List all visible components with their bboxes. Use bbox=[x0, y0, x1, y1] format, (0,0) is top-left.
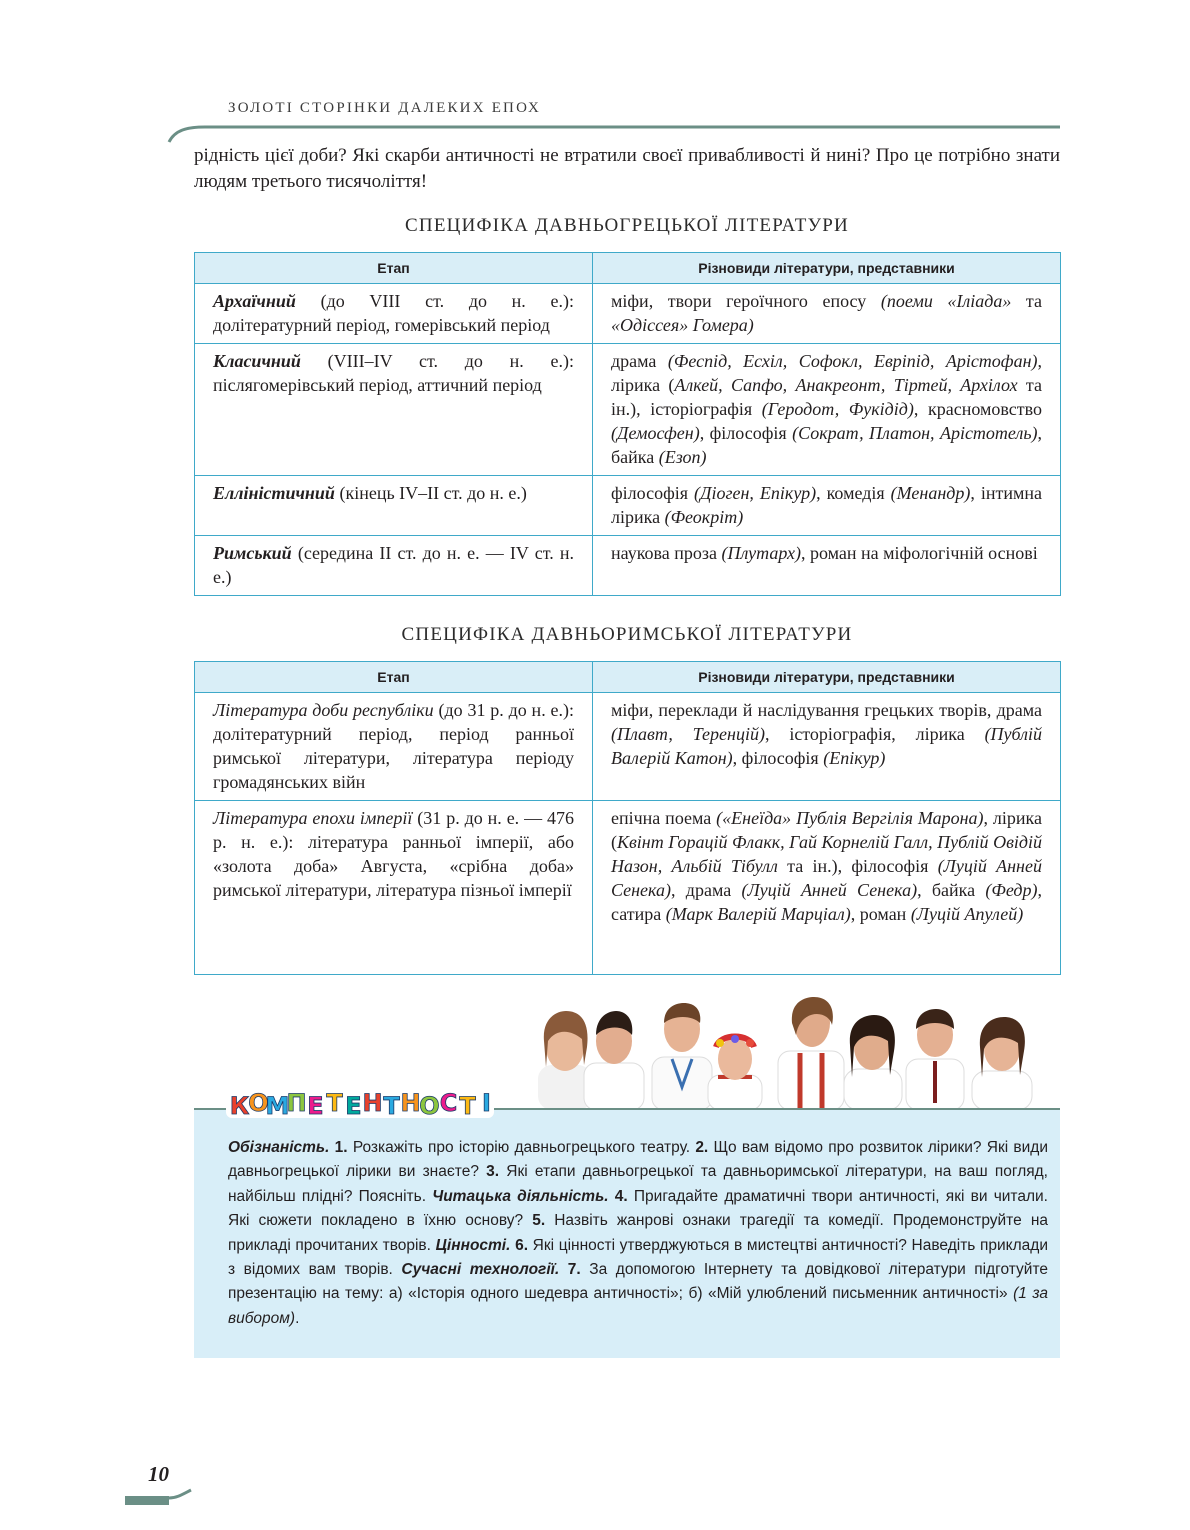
text-run: (Луцій Апулей) bbox=[910, 904, 1024, 924]
student-figure bbox=[844, 1015, 902, 1110]
table-row bbox=[195, 693, 1061, 801]
intro-paragraph: рідність цієї доби? Які скарби античності не втратили своєї привабливості й нині? Про це потрібно знати людям третього тисячоліття! bbox=[194, 145, 1060, 192]
text-run: Алкей, Сапфо, Анакреонт, Тіртей, Архілох bbox=[674, 375, 1018, 395]
greek-table-title: СПЕЦИФІКА ДАВНЬОГРЕЦЬКОЇ ЛІТЕРАТУРИ bbox=[405, 215, 849, 236]
logo-letter: М bbox=[265, 1092, 290, 1120]
text-run: , комедія bbox=[816, 483, 891, 503]
text-run: , філософія bbox=[699, 423, 793, 443]
header-rule bbox=[165, 120, 1065, 144]
page-corner-ornament bbox=[125, 1488, 195, 1506]
text-run: , роман на міфологічній основі bbox=[800, 543, 1038, 563]
student-figure bbox=[906, 1009, 964, 1110]
text-run: Що вам відомо про розвиток лірики? Які види давньогрецької лірики ви знаєте? bbox=[228, 1139, 1048, 1181]
greek-literature-table bbox=[194, 252, 1061, 596]
text-run: (Луцій Анней Сенека) bbox=[741, 880, 918, 900]
competencies-logo bbox=[226, 1088, 496, 1120]
table-row bbox=[195, 284, 1061, 344]
text-run: , інтимна лірика bbox=[611, 483, 1043, 527]
text-run: та ін.), історіографія bbox=[611, 375, 1042, 419]
text-run: Обізнаність. bbox=[228, 1139, 330, 1156]
logo-letter: Т bbox=[383, 1092, 400, 1120]
text-run: (Плутарх) bbox=[721, 543, 801, 563]
text-run: Елліністичний bbox=[213, 483, 335, 503]
kinds-cell bbox=[593, 693, 1061, 801]
student-figure bbox=[708, 1035, 762, 1110]
logo-letter: Е bbox=[345, 1092, 362, 1120]
text-run: (Публій Валерій Катон) bbox=[611, 724, 1042, 768]
text-run: (Плавт, Теренцій) bbox=[611, 724, 765, 744]
logo-letter: Н bbox=[400, 1089, 421, 1117]
text-run: 4. bbox=[608, 1187, 628, 1205]
text-run: , драма bbox=[671, 880, 742, 900]
logo-letter: С bbox=[439, 1089, 458, 1117]
text-run: 2. bbox=[695, 1139, 709, 1156]
text-run: Архаїчний bbox=[213, 291, 296, 311]
roman-literature-table bbox=[194, 661, 1061, 975]
text-run: («Енеїда» Публія Вергілія Марона) bbox=[716, 808, 984, 828]
text-run: (Геродот, Фукідід) bbox=[761, 399, 914, 419]
text-run: драма bbox=[611, 351, 668, 371]
text-run: Які етапи давньогрецької та давньоримської літератури, на ваш погляд, найбільш плідні? Поясніть. bbox=[228, 1163, 1048, 1205]
stage-cell bbox=[195, 536, 593, 596]
text-run: 3. bbox=[486, 1163, 500, 1181]
text-run: . bbox=[295, 1309, 300, 1327]
text-run: , байка bbox=[917, 880, 986, 900]
text-run: Сучасні технології. bbox=[401, 1261, 560, 1279]
text-run: (Феокріт) bbox=[664, 507, 744, 527]
students-photo bbox=[510, 995, 1062, 1110]
text-run: (Епікур) bbox=[823, 748, 886, 768]
text-run: , лірика ( bbox=[611, 351, 1043, 395]
text-run: (Діоген, Епікур) bbox=[694, 483, 817, 503]
text-run: 1. bbox=[329, 1139, 348, 1156]
text-run: Розкажіть про історію давньогрецького театру. bbox=[347, 1139, 696, 1156]
text-run: (Марк Валерій Марціал) bbox=[665, 904, 851, 924]
column-header-kinds: Різновиди літератури, представники bbox=[593, 662, 1061, 693]
logo-letter: К bbox=[229, 1092, 250, 1120]
text-run: (кінець IV–II ст. до н. е.) bbox=[334, 483, 527, 503]
logo-letter: І bbox=[482, 1089, 491, 1117]
text-run: (до 31 р. до н. е.): долітературний період, період ранньої римської літератури, література періоду громадянських війн bbox=[213, 700, 574, 792]
text-run: , сатира bbox=[611, 880, 1043, 924]
text-run: та ін.), філософія bbox=[777, 856, 938, 876]
table-row bbox=[195, 344, 1061, 476]
text-run: (Сократ, Платон, Арістотель) bbox=[792, 423, 1038, 443]
text-run: , філософія bbox=[732, 748, 824, 768]
text-run: (1 за вибором) bbox=[228, 1285, 1048, 1327]
text-run: 5. bbox=[532, 1212, 546, 1230]
text-run: (VIII–IV ст. до н. е.): післягомерівський період, аттичний період bbox=[213, 351, 574, 395]
text-run: (Демосфен) bbox=[611, 423, 700, 443]
page-number: 10 bbox=[148, 1462, 169, 1486]
logo-letter: О bbox=[248, 1089, 269, 1117]
text-run: (до VIII ст. до н. е.): долітературний період, гомерівський період bbox=[213, 291, 574, 335]
text-run: Класичний bbox=[213, 351, 301, 371]
text-run: , лірика ( bbox=[611, 808, 1043, 852]
logo-letter: Т bbox=[326, 1089, 343, 1117]
logo-letter: О bbox=[419, 1092, 440, 1120]
logo-letter: Е bbox=[307, 1092, 324, 1120]
text-run: Римський bbox=[213, 543, 292, 563]
roman-table-title: СПЕЦИФІКА ДАВНЬОРИМСЬКОЇ ЛІТЕРАТУРИ bbox=[401, 624, 853, 645]
text-run: філософія bbox=[611, 483, 695, 503]
running-head: ЗОЛОТІ СТОРІНКИ ДАЛЕКИХ ЕПОХ bbox=[228, 100, 541, 116]
kinds-cell bbox=[593, 536, 1061, 596]
text-run: міфи, твори героїчного епосу bbox=[611, 291, 881, 311]
text-run: епічна поема bbox=[611, 808, 717, 828]
text-run: Пригадайте драматичні твори античності, які ви читали. Які сюжети покладено в їхню основу? bbox=[228, 1187, 1048, 1230]
stage-cell bbox=[195, 284, 593, 344]
text-run: Література епохи імперії bbox=[213, 808, 413, 828]
column-header-stage: Етап bbox=[195, 662, 593, 693]
text-run: , красномовство bbox=[913, 399, 1042, 419]
table-row bbox=[195, 476, 1061, 536]
text-run: (Менандр) bbox=[890, 483, 971, 503]
table-row bbox=[195, 801, 1061, 975]
student-figure bbox=[652, 1003, 712, 1110]
text-run: Квінт Горацій Флакк, Гай Корнелій Галл, Публій Овідій Назон, Альбій Тібулл bbox=[611, 832, 1042, 876]
student-figure bbox=[972, 1017, 1032, 1110]
stage-cell bbox=[195, 344, 593, 476]
text-run: 6. bbox=[510, 1236, 528, 1254]
text-run: «Одіссея» Гомера) bbox=[611, 315, 754, 335]
student-figure bbox=[584, 1011, 644, 1110]
text-run: (Федр) bbox=[985, 880, 1038, 900]
stage-cell bbox=[195, 693, 593, 801]
logo-letter: П bbox=[286, 1089, 307, 1117]
kinds-cell bbox=[593, 476, 1061, 536]
student-figure bbox=[778, 997, 844, 1110]
stage-cell bbox=[195, 801, 593, 975]
text-run: (поеми «Іліада» bbox=[880, 291, 1026, 311]
text-run: За допомогою Інтернету та довідкової літератури підготуйте презентацію на тему: а) «Історія одного шедевра античності»; б) «Мій улюблений письменник античності» bbox=[228, 1261, 1048, 1303]
text-run: міфи, переклади й наслідування грецьких творів, драма bbox=[611, 700, 1042, 720]
text-run: , байка bbox=[611, 423, 1043, 467]
text-run: Читацька діяльність. bbox=[432, 1187, 609, 1205]
column-header-stage: Етап bbox=[195, 253, 593, 284]
text-run: Цінності. bbox=[435, 1236, 511, 1254]
logo-letter: Т bbox=[459, 1092, 476, 1120]
text-run: наукова проза bbox=[611, 543, 722, 563]
kinds-cell bbox=[593, 284, 1061, 344]
stage-cell bbox=[195, 476, 593, 536]
text-run: Які цінності утверджуються в мистецтві античності? Наведіть приклади з відомих вам творів. bbox=[228, 1236, 1048, 1279]
kinds-cell bbox=[593, 344, 1061, 476]
text-run: , роман bbox=[850, 904, 911, 924]
kinds-cell bbox=[593, 801, 1061, 975]
text-run: Назвіть жанрові ознаки трагедії та комедії. Продемонструйте на прикладі прочитаних творів. bbox=[228, 1212, 1048, 1254]
text-run: та bbox=[1025, 291, 1042, 311]
column-header-kinds: Різновиди літератури, представники bbox=[593, 253, 1061, 284]
text-run: (середина II ст. до н. е. — IV ст. н. е.) bbox=[213, 543, 574, 587]
text-run: , історіографія, лірика bbox=[764, 724, 985, 744]
text-run: (Феспід, Есхіл, Софокл, Евріпід, Арістофан) bbox=[667, 351, 1038, 371]
text-run: (31 р. до н. е. — 476 р. н. е.): література ранньої імперії, або «золота доба» Августа, «срібна доба» римської літератури, література пізньої імперії bbox=[213, 808, 574, 900]
text-run: (Езоп) bbox=[658, 447, 707, 467]
table-row bbox=[195, 536, 1061, 596]
competencies-tasks bbox=[228, 1136, 1048, 1331]
logo-letter: Н bbox=[362, 1089, 383, 1117]
text-run: (Луцій Анней Сенека) bbox=[611, 856, 1042, 900]
text-run: Література доби республіки bbox=[213, 700, 434, 720]
text-run: 7. bbox=[559, 1261, 581, 1279]
